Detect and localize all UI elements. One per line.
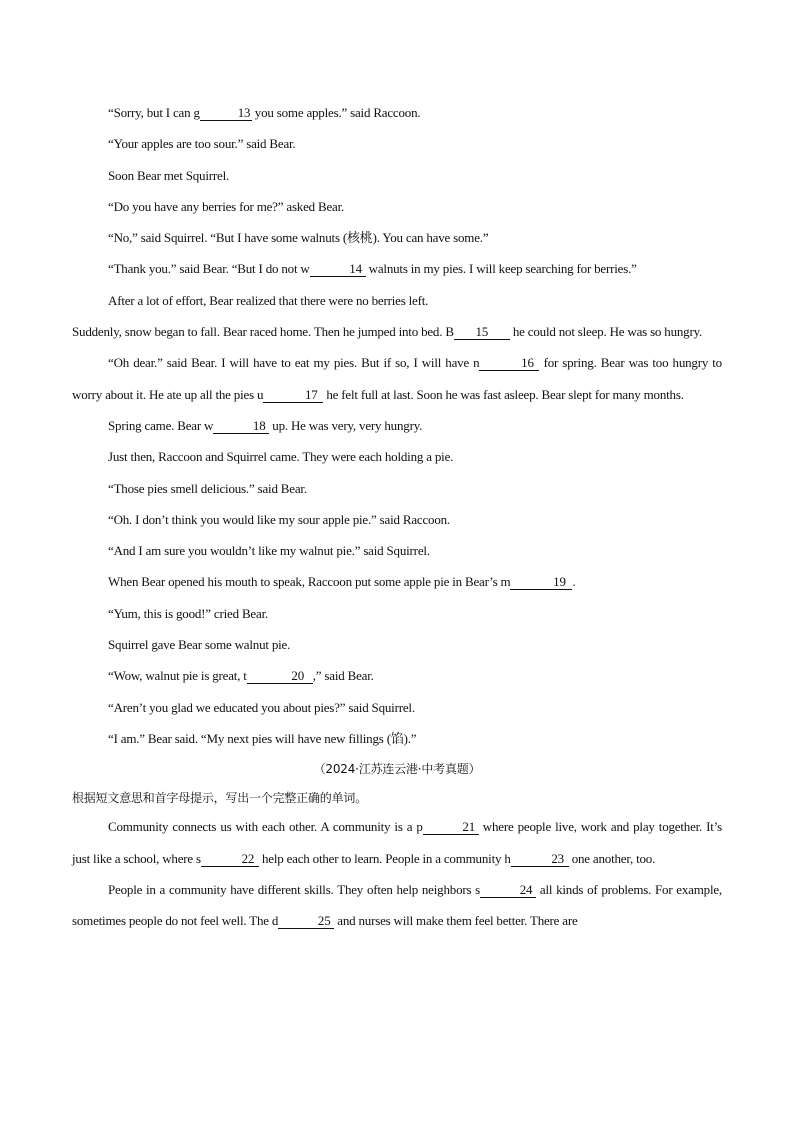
story-line-20: “Wow, walnut pie is great, t 20 ,” said Bear. [108, 668, 374, 684]
story-line: “Those pies smell delicious.” said Bear. [108, 480, 307, 496]
story-line-19: When Bear opened his mouth to speak, Raccoon put some apple pie in Bear’s m 19 . [108, 574, 576, 590]
story-line: “And I am sure you wouldn’t like my walnut pie.” said Squirrel. [108, 543, 430, 559]
blank-15[interactable]: 15 [454, 325, 510, 340]
community-paragraph-1: Community connects us with each other. A community is a p 21 where people live, work and play together. It’s just like a school, where s 22 help each other to learn. People in a community h 23 one another, too. [72, 819, 722, 866]
worksheet-page [72, 97, 722, 936]
story-line: “Aren’t you glad we educated you about pies?” said Squirrel. [108, 699, 415, 715]
story-line: “Yum, this is good!” cried Bear. [108, 605, 269, 621]
instruction-text: 根据短文意思和首字母提示，写出一个完整正确的单词。 [72, 791, 368, 806]
story-line-14: “Thank you.” said Bear. “But I do not w 14 walnuts in my pies. I will keep searching for berries.” [108, 261, 637, 277]
blank-14[interactable]: 14 [310, 262, 366, 277]
blank-24[interactable]: 24 [480, 883, 536, 898]
blank-20[interactable]: 20 [247, 669, 313, 684]
blank-17[interactable]: 17 [263, 388, 323, 403]
blank-18[interactable]: 18 [213, 419, 269, 434]
blank-19[interactable]: 19 [510, 575, 572, 590]
story-line: “No,” said Squirrel. “But I have some walnuts (核桃). You can have some.” [108, 230, 489, 246]
story-line: “Do you have any berries for me?” asked Bear. [108, 198, 345, 214]
community-paragraph-2: People in a community have different skills. They often help neighbors s 24 all kinds of problems. For example, sometimes people do not feel well. The d 25 and nurses will make them feel better. There are [72, 881, 722, 929]
story-paragraph-15: Suddenly, snow began to fall. Bear raced home. Then he jumped into bed. B 15 he could not sleep. He was so hungry. [72, 324, 703, 340]
story-line: After a lot of effort, Bear realized that there were no berries left. [108, 292, 429, 308]
blank-13[interactable]: 13 [200, 106, 252, 121]
blank-21[interactable]: 21 [423, 820, 479, 835]
story-line: “Oh. I don’t think you would like my sour apple pie.” said Raccoon. [108, 511, 450, 527]
story-line-13: “Sorry, but I can g 13 you some apples.” said Raccoon. [108, 105, 421, 120]
story-line: Just then, Raccoon and Squirrel came. They were each holding a pie. [108, 449, 454, 465]
story-line: “Your apples are too sour.” said Bear. [108, 136, 296, 152]
story-line-18: Spring came. Bear w 18 up. He was very, very hungry. [108, 417, 423, 433]
blank-22[interactable]: 22 [201, 852, 259, 867]
source-citation: （2024·江苏连云港·中考真题） [313, 762, 481, 777]
story-line: Squirrel gave Bear some walnut pie. [108, 637, 291, 653]
story-line: Soon Bear met Squirrel. [108, 167, 230, 183]
blank-23[interactable]: 23 [511, 852, 569, 867]
story-paragraph-16-17: “Oh dear.” said Bear. I will have to eat my pies. But if so, I will have n 16 for spring. Bear was too hungry to worry about it. He ate up all the pies u 17 he felt full at last. Soon he was fast asleep. Bear slept for many months. [72, 355, 722, 402]
story-line: “I am.” Bear said. “My next pies will have new fillings (馅).” [108, 730, 417, 746]
blank-25[interactable]: 25 [278, 914, 334, 929]
blank-16[interactable]: 16 [479, 356, 539, 371]
